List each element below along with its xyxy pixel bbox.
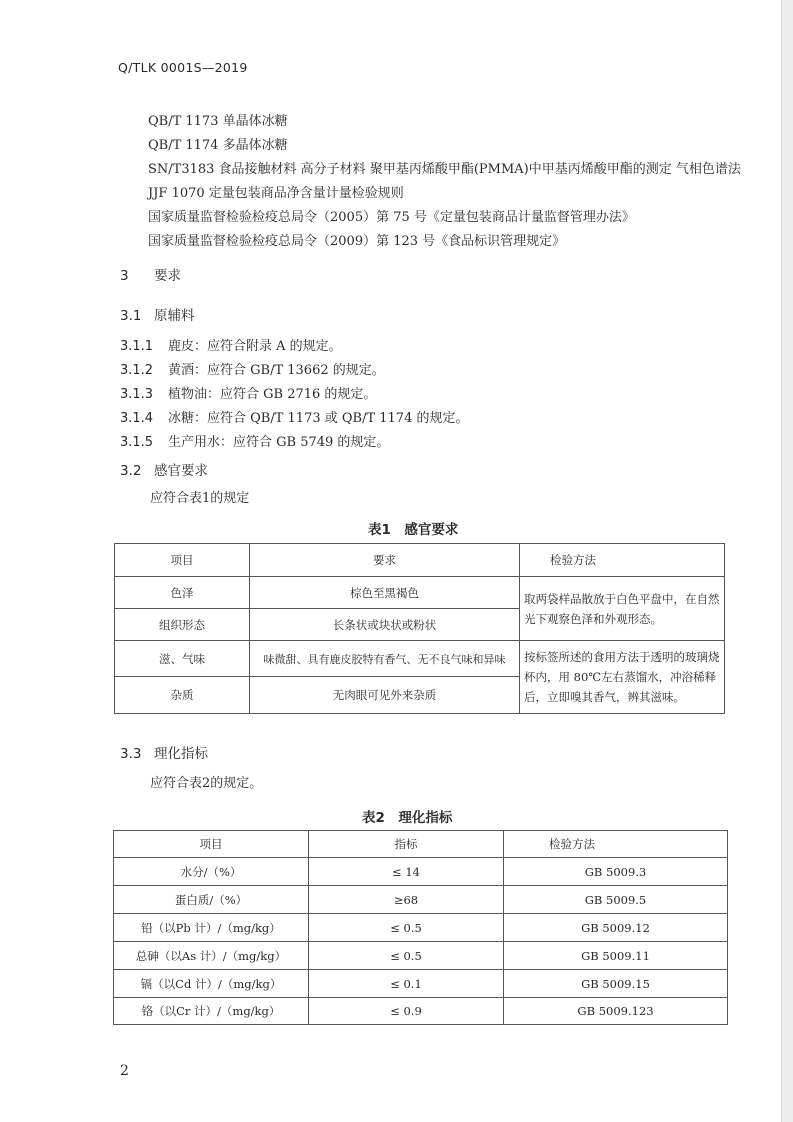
table-row: [115, 641, 725, 677]
table-cell-requirement: 无肉眼可见外来杂质: [250, 677, 520, 714]
section-number: 3.2: [120, 463, 142, 479]
clause-item: [120, 383, 376, 402]
table-cell-item: 滋、气味: [115, 641, 250, 677]
reference-line: QB/T 1174 多晶体冰糖: [148, 138, 288, 153]
table-row: [115, 577, 725, 609]
table-cell-method: GB 5009.123: [504, 998, 728, 1025]
clause-item: [120, 407, 469, 426]
column-header: 要求: [250, 544, 520, 577]
column-header: 检验方法: [520, 544, 725, 577]
section-heading-3-1: [120, 304, 195, 324]
table-cell-requirement: 长条状或块状或粉状: [250, 609, 520, 641]
column-header: 指标: [309, 831, 504, 858]
scan-edge: [781, 0, 793, 1122]
sensory-requirements-table: [114, 543, 725, 714]
section-number: 3: [120, 268, 129, 284]
table-cell-value: ≥68: [309, 886, 504, 914]
table-header-row: [114, 831, 728, 858]
column-header: 项目: [114, 831, 309, 858]
table-cell-value: ≤ 14: [309, 858, 504, 886]
table-cell-item: 水分/（%）: [114, 858, 309, 886]
table-cell-value: ≤ 0.5: [309, 914, 504, 942]
clause-text: 黄酒：应符合 GB/T 13662 的规定。: [168, 363, 385, 378]
table-row: [114, 914, 728, 942]
table-header-row: [115, 544, 725, 577]
document-code-header: Q/TLK 0001S—2019: [118, 60, 248, 75]
column-header: 检验方法: [504, 831, 728, 858]
table-cell-item: 组织形态: [115, 609, 250, 641]
table-cell-requirement: 棕色至黑褐色: [250, 577, 520, 609]
table-cell-method: 取两袋样品散放于白色平盘中，在自然光下观察色泽和外观形态。: [520, 577, 725, 641]
section-paragraph: 应符合表2的规定。: [150, 776, 263, 791]
table-cell-method: GB 5009.15: [504, 970, 728, 998]
table-cell-item: 铬（以Cr 计）/（mg/kg）: [114, 998, 309, 1025]
table-cell-item: 总砷（以As 计）/（mg/kg）: [114, 942, 309, 970]
table-cell-method: GB 5009.3: [504, 858, 728, 886]
clause-number: 3.1.1: [120, 339, 154, 354]
table-row: [114, 858, 728, 886]
column-header: 项目: [115, 544, 250, 577]
table-cell-item: 铅（以Pb 计）/（mg/kg）: [114, 914, 309, 942]
section-number: 3.1: [120, 308, 142, 324]
table-cell-value: ≤ 0.1: [309, 970, 504, 998]
clause-text: 鹿皮：应符合附录 A 的规定。: [168, 339, 342, 354]
reference-line: SN/T3183 食品接触材料 高分子材料 聚甲基丙烯酸甲酯(PMMA)中甲基丙烯酸甲酯的测定 气相色谱法: [148, 162, 741, 177]
clause-text: 冰糖：应符合 QB/T 1173 或 QB/T 1174 的规定。: [168, 411, 469, 426]
table-cell-method: GB 5009.12: [504, 914, 728, 942]
reference-line: 国家质量监督检验检疫总局令（2009）第 123 号《食品标识管理规定》: [148, 234, 566, 249]
table-cell-method: GB 5009.5: [504, 886, 728, 914]
clause-item: [120, 359, 385, 378]
clause-text: 植物油：应符合 GB 2716 的规定。: [168, 387, 377, 402]
table-row: [114, 942, 728, 970]
table-cell-value: ≤ 0.5: [309, 942, 504, 970]
table-cell-item: 杂质: [115, 677, 250, 714]
table-cell-item: 镉（以Cd 计）/（mg/kg）: [114, 970, 309, 998]
table-cell-method: 按标签所述的食用方法于透明的玻璃烧杯内，用 80℃左右蒸馏水，冲浴稀释后，立即嗅其香气，辨其滋味。: [520, 641, 725, 714]
section-heading-3: [120, 264, 181, 284]
section-title: 感官要求: [154, 463, 208, 479]
reference-line: 国家质量监督检验检疫总局令（2005）第 75 号《定量包装商品计量监督管理办法》: [148, 210, 635, 225]
physicochemical-indicators-table: [113, 830, 728, 1025]
section-number: 3.3: [120, 746, 142, 762]
clause-number: 3.1.4: [120, 411, 154, 426]
section-paragraph: 应符合表1的规定: [150, 491, 250, 506]
table-cell-item: 色泽: [115, 577, 250, 609]
table-cell-value: ≤ 0.9: [309, 998, 504, 1025]
table-row: [114, 886, 728, 914]
reference-line: QB/T 1173 单晶体冰糖: [148, 114, 288, 129]
section-title: 要求: [154, 268, 181, 284]
section-title: 原辅料: [154, 308, 195, 324]
table1-caption: 表1 感官要求: [368, 522, 459, 538]
table-cell-method: GB 5009.11: [504, 942, 728, 970]
table-cell-requirement: 味微甜、具有鹿皮胶特有香气、无不良气味和异味: [250, 641, 520, 677]
clause-text: 生产用水：应符合 GB 5749 的规定。: [168, 435, 390, 450]
clause-number: 3.1.5: [120, 435, 154, 450]
clause-item: [120, 431, 389, 450]
section-title: 理化指标: [154, 746, 208, 762]
clause-number: 3.1.2: [120, 363, 154, 378]
reference-line: JJF 1070 定量包装商品净含量计量检验规则: [148, 186, 404, 201]
clause-number: 3.1.3: [120, 387, 154, 402]
table-cell-item: 蛋白质/（%）: [114, 886, 309, 914]
section-heading-3-3: [120, 742, 208, 762]
page-number: 2: [120, 1063, 129, 1079]
clause-item: [120, 335, 342, 354]
section-heading-3-2: [120, 459, 208, 479]
table2-caption: 表2 理化指标: [362, 810, 453, 826]
table-row: [114, 998, 728, 1025]
table-row: [114, 970, 728, 998]
